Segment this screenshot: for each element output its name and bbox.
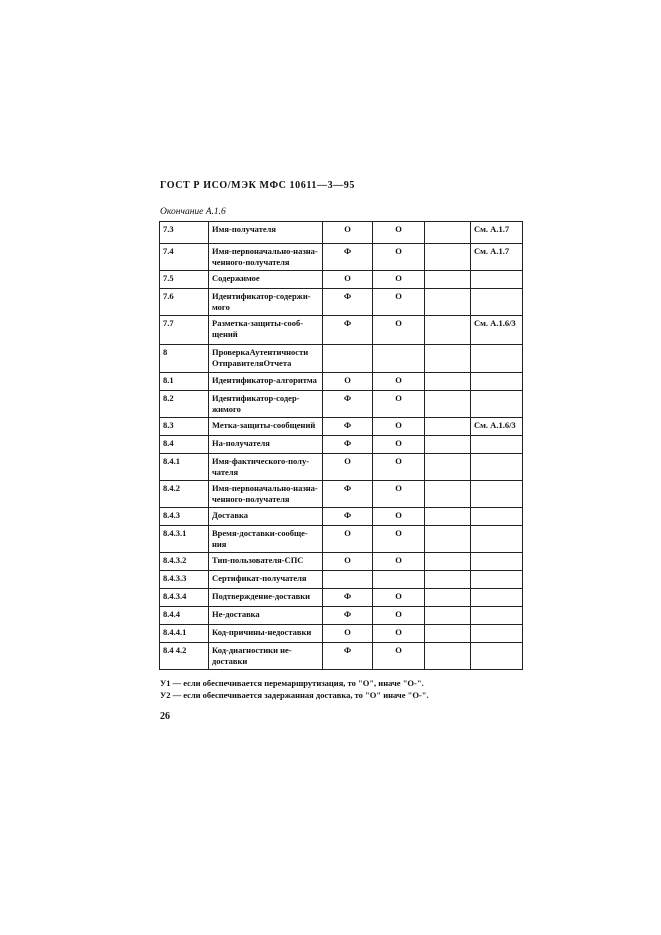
table-row bbox=[160, 244, 523, 271]
item-name-cell: На-получателя bbox=[209, 436, 323, 454]
status-cell-2: О bbox=[373, 508, 425, 526]
table-row bbox=[160, 391, 523, 418]
status-cell-2: О bbox=[373, 607, 425, 625]
item-number-cell: 7.7 bbox=[160, 316, 209, 345]
status-cell-1: Ф bbox=[323, 436, 373, 454]
status-cell-1: О bbox=[323, 271, 373, 289]
status-cell-1: О bbox=[323, 526, 373, 553]
status-cell-1: Ф bbox=[323, 589, 373, 607]
item-number-cell: 8.4.3.3 bbox=[160, 571, 209, 589]
table-row bbox=[160, 316, 523, 345]
item-number-cell: 8.4.3.2 bbox=[160, 553, 209, 571]
status-cell-3 bbox=[425, 222, 471, 244]
status-cell-2: О bbox=[373, 222, 425, 244]
item-number-cell: 8.4.2 bbox=[160, 481, 209, 508]
status-cell-1: О bbox=[323, 553, 373, 571]
item-name-cell: Имя-первоначально-назна-ченного-получателя bbox=[209, 244, 323, 271]
reference-cell bbox=[471, 271, 523, 289]
table-row bbox=[160, 271, 523, 289]
item-number-cell: 8.4.4 bbox=[160, 607, 209, 625]
status-cell-3 bbox=[425, 571, 471, 589]
table-row bbox=[160, 289, 523, 316]
item-number-cell: 8.2 bbox=[160, 391, 209, 418]
item-number-cell: 8.4 bbox=[160, 436, 209, 454]
table-row bbox=[160, 526, 523, 553]
item-number-cell: 8.4.3.1 bbox=[160, 526, 209, 553]
status-cell-2: О bbox=[373, 373, 425, 391]
table-row bbox=[160, 222, 523, 244]
status-cell-2: О bbox=[373, 418, 425, 436]
reference-cell: См. А.1.6/3 bbox=[471, 418, 523, 436]
table-row bbox=[160, 345, 523, 373]
item-number-cell: 8.3 bbox=[160, 418, 209, 436]
status-cell-1 bbox=[323, 571, 373, 589]
item-name-cell: ПроверкаАутентичности ОтправителяОтчета bbox=[209, 345, 323, 373]
reference-cell bbox=[471, 373, 523, 391]
table-row bbox=[160, 418, 523, 436]
item-name-cell: Идентификатор-содер-жимого bbox=[209, 391, 323, 418]
item-name-cell: Время-доставки-сообще-ния bbox=[209, 526, 323, 553]
table-row bbox=[160, 454, 523, 481]
status-cell-2 bbox=[373, 345, 425, 373]
footnote-y2: У2 — если обеспечивается задержанная доставка, то "О" иначе "О-". bbox=[160, 690, 429, 700]
status-cell-3 bbox=[425, 625, 471, 643]
reference-cell bbox=[471, 553, 523, 571]
reference-cell bbox=[471, 345, 523, 373]
reference-cell: См. А.1.6/3 bbox=[471, 316, 523, 345]
status-cell-1: О bbox=[323, 625, 373, 643]
item-name-cell: Код-диагностики не-доставки bbox=[209, 643, 323, 670]
status-cell-2: О bbox=[373, 454, 425, 481]
item-number-cell: 7.4 bbox=[160, 244, 209, 271]
reference-cell bbox=[471, 625, 523, 643]
status-cell-1: О bbox=[323, 222, 373, 244]
table-row bbox=[160, 571, 523, 589]
reference-cell bbox=[471, 508, 523, 526]
status-cell-2: О bbox=[373, 436, 425, 454]
status-cell-3 bbox=[425, 316, 471, 345]
document-header: ГОСТ Р ИСО/МЭК МФС 10611—3—95 bbox=[160, 180, 356, 191]
status-cell-1: Ф bbox=[323, 607, 373, 625]
status-cell-3 bbox=[425, 553, 471, 571]
status-cell-1: Ф bbox=[323, 508, 373, 526]
reference-cell bbox=[471, 589, 523, 607]
status-cell-1: О bbox=[323, 454, 373, 481]
item-name-cell: Доставка bbox=[209, 508, 323, 526]
status-cell-3 bbox=[425, 454, 471, 481]
table-row bbox=[160, 589, 523, 607]
item-name-cell: Метка-защиты-сообщений bbox=[209, 418, 323, 436]
item-number-cell: 7.3 bbox=[160, 222, 209, 244]
reference-cell bbox=[471, 436, 523, 454]
table-row bbox=[160, 508, 523, 526]
status-cell-1 bbox=[323, 345, 373, 373]
status-cell-3 bbox=[425, 607, 471, 625]
reference-cell bbox=[471, 391, 523, 418]
status-cell-3 bbox=[425, 526, 471, 553]
reference-cell bbox=[471, 526, 523, 553]
status-cell-2: О bbox=[373, 316, 425, 345]
status-cell-1: Ф bbox=[323, 643, 373, 670]
status-cell-2: О bbox=[373, 289, 425, 316]
status-cell-2: О bbox=[373, 589, 425, 607]
footnotes bbox=[160, 677, 429, 701]
reference-cell bbox=[471, 643, 523, 670]
table-row bbox=[160, 625, 523, 643]
item-name-cell: Идентификатор-содержи-мого bbox=[209, 289, 323, 316]
status-cell-1: Ф bbox=[323, 316, 373, 345]
item-number-cell: 8.4.4.1 bbox=[160, 625, 209, 643]
status-cell-3 bbox=[425, 391, 471, 418]
item-number-cell: 8.4.3.4 bbox=[160, 589, 209, 607]
item-name-cell: Разметка-защиты-сооб-щений bbox=[209, 316, 323, 345]
reference-cell bbox=[471, 481, 523, 508]
reference-cell bbox=[471, 289, 523, 316]
table-body bbox=[160, 222, 523, 670]
status-cell-3 bbox=[425, 244, 471, 271]
item-name-cell: Имя-получателя bbox=[209, 222, 323, 244]
item-name-cell: Сертификат-получателя bbox=[209, 571, 323, 589]
reference-cell bbox=[471, 607, 523, 625]
reference-cell bbox=[471, 454, 523, 481]
item-name-cell: Код-причины-недоставки bbox=[209, 625, 323, 643]
item-name-cell: Содержимое bbox=[209, 271, 323, 289]
table-row bbox=[160, 436, 523, 454]
status-cell-3 bbox=[425, 271, 471, 289]
status-cell-3 bbox=[425, 373, 471, 391]
item-name-cell: Тип-пользователя-СПС bbox=[209, 553, 323, 571]
status-cell-2: О bbox=[373, 271, 425, 289]
item-number-cell: 7.5 bbox=[160, 271, 209, 289]
status-cell-1: Ф bbox=[323, 391, 373, 418]
item-name-cell: Имя-первоначально-назна-ченного-получателя bbox=[209, 481, 323, 508]
specification-table bbox=[159, 221, 523, 670]
reference-cell bbox=[471, 571, 523, 589]
status-cell-3 bbox=[425, 508, 471, 526]
status-cell-2: О bbox=[373, 391, 425, 418]
status-cell-1: Ф bbox=[323, 289, 373, 316]
table-row bbox=[160, 373, 523, 391]
page-number: 26 bbox=[160, 711, 170, 722]
status-cell-3 bbox=[425, 418, 471, 436]
status-cell-3 bbox=[425, 481, 471, 508]
item-number-cell: 7.6 bbox=[160, 289, 209, 316]
status-cell-1: Ф bbox=[323, 244, 373, 271]
table-caption: Окончание А.1.6 bbox=[160, 207, 226, 217]
item-number-cell: 8.4.3 bbox=[160, 508, 209, 526]
status-cell-2: О bbox=[373, 481, 425, 508]
status-cell-2: О bbox=[373, 244, 425, 271]
item-name-cell: Имя-фактического-полу-чателя bbox=[209, 454, 323, 481]
table-row bbox=[160, 553, 523, 571]
item-number-cell: 8.4.1 bbox=[160, 454, 209, 481]
status-cell-3 bbox=[425, 436, 471, 454]
status-cell-2: О bbox=[373, 526, 425, 553]
item-name-cell: Не-доставка bbox=[209, 607, 323, 625]
status-cell-1: О bbox=[323, 373, 373, 391]
item-name-cell: Идентификатор-алгоритма bbox=[209, 373, 323, 391]
status-cell-2: О bbox=[373, 553, 425, 571]
item-number-cell: 8.1 bbox=[160, 373, 209, 391]
status-cell-2: О bbox=[373, 625, 425, 643]
status-cell-3 bbox=[425, 289, 471, 316]
status-cell-1: Ф bbox=[323, 481, 373, 508]
status-cell-1: Ф bbox=[323, 418, 373, 436]
status-cell-3 bbox=[425, 589, 471, 607]
reference-cell: См. А.1.7 bbox=[471, 222, 523, 244]
item-name-cell: Подтверждение-доставки bbox=[209, 589, 323, 607]
status-cell-3 bbox=[425, 345, 471, 373]
table-row bbox=[160, 481, 523, 508]
status-cell-2: О bbox=[373, 643, 425, 670]
status-cell-3 bbox=[425, 643, 471, 670]
item-number-cell: 8.4 4.2 bbox=[160, 643, 209, 670]
footnote-y1: У1 — если обеспечивается перемаршрутизация, то "О", иначе "О-". bbox=[160, 678, 424, 688]
status-cell-2 bbox=[373, 571, 425, 589]
reference-cell: См. А.1.7 bbox=[471, 244, 523, 271]
item-number-cell: 8 bbox=[160, 345, 209, 373]
table-row bbox=[160, 643, 523, 670]
table-row bbox=[160, 607, 523, 625]
